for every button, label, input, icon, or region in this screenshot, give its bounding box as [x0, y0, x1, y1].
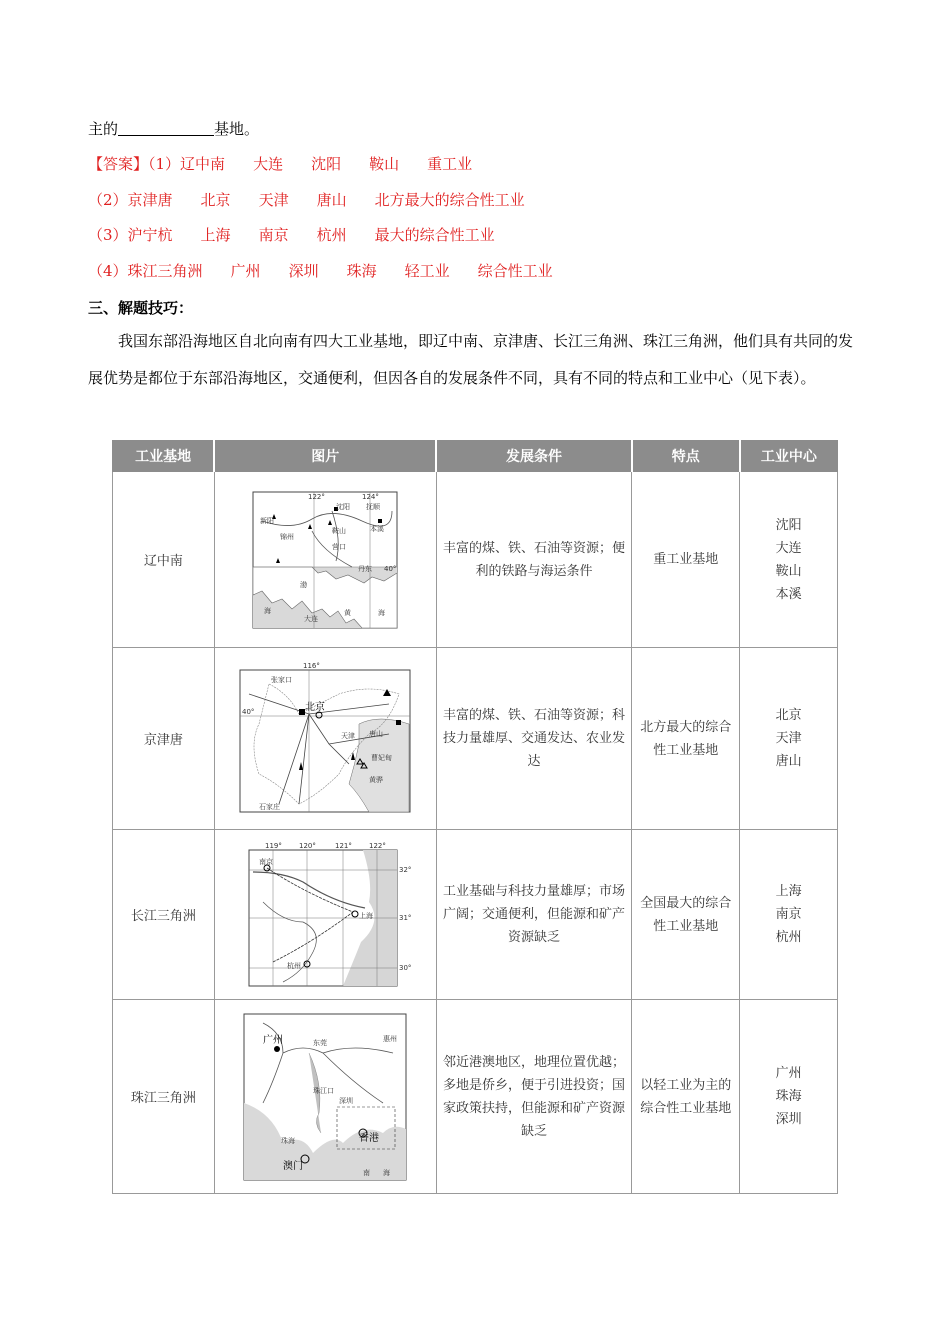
answer-line-3: （3）沪宁杭 上海 南京 杭州 最大的综合性工业: [88, 226, 495, 244]
svg-text:124°: 124°: [362, 492, 380, 501]
map-cell: [214, 1000, 436, 1194]
feature-text: 重工业基地: [632, 472, 740, 648]
svg-text:香港: 香港: [359, 1132, 380, 1144]
base-name: 京津唐: [113, 648, 215, 830]
conditions-text: 工业基础与科技力量雄厚；市场广阔；交通便利，但能源和矿产资源缺乏: [436, 830, 632, 1000]
svg-text:天津: 天津: [341, 731, 356, 740]
svg-text:32°: 32°: [399, 865, 412, 874]
svg-text:海: 海: [383, 1168, 391, 1177]
svg-text:锦州: 锦州: [280, 532, 295, 541]
svg-text:119°: 119°: [265, 841, 283, 850]
liaozhongnan-map: [252, 491, 398, 629]
header-feature: 特点: [632, 441, 740, 472]
svg-text:张家口: 张家口: [271, 675, 293, 684]
svg-text:渤: 渤: [300, 580, 308, 589]
svg-text:大连: 大连: [304, 614, 319, 623]
header-centers: 工业中心: [740, 441, 838, 472]
svg-text:丹东: 丹东: [358, 564, 373, 573]
svg-text:珠海: 珠海: [281, 1136, 296, 1145]
industrial-bases-table: [112, 440, 838, 1194]
conditions-text: 邻近港澳地区，地理位置优越；多地是侨乡，便于引进投资；国家政策扶持，但能源和矿产资源缺乏: [436, 1000, 632, 1194]
svg-text:北京: 北京: [305, 701, 326, 713]
header-picture: 图片: [214, 441, 436, 472]
pearl-river-delta-map: [243, 1013, 407, 1181]
svg-text:40°: 40°: [242, 707, 255, 716]
answer-label: 【答案】: [88, 155, 149, 173]
centers-list: 北京 天津 唐山: [740, 648, 838, 830]
svg-text:121°: 121°: [335, 841, 353, 850]
centers-list: 广州 珠海 深圳: [740, 1000, 838, 1194]
svg-text:40°: 40°: [384, 564, 397, 573]
svg-text:石家庄: 石家庄: [259, 802, 281, 811]
base-name: 珠江三角洲: [113, 1000, 215, 1194]
svg-text:曹妃甸: 曹妃甸: [371, 753, 393, 762]
explanation-paragraph: 我国东部沿海地区自北向南有四大工业基地，即辽中南、京津唐、长江三角洲、珠江三角洲，他们具有共同的发展优势是都位于东部沿海地区，交通便利，但因各自的发展条件不同，具有不同的特点和工业中心（见下表）。: [88, 332, 854, 387]
svg-text:31°: 31°: [399, 913, 412, 922]
svg-text:116°: 116°: [303, 661, 321, 670]
section-title: 三、解题技巧：: [88, 299, 194, 317]
conditions-text: 丰富的煤、铁、石油等资源；便利的铁路与海运条件: [436, 472, 632, 648]
intro-line: 主的 基地。: [88, 120, 260, 138]
answer-blank[interactable]: [118, 121, 214, 136]
yangtze-delta-map: [243, 841, 412, 988]
svg-text:澳门: 澳门: [283, 1160, 304, 1172]
svg-text:珠江口: 珠江口: [313, 1086, 335, 1095]
table-row: [113, 1000, 838, 1194]
svg-text:122°: 122°: [369, 841, 387, 850]
svg-text:惠州: 惠州: [383, 1034, 398, 1043]
svg-text:东莞: 东莞: [313, 1038, 328, 1047]
base-name: 辽中南: [113, 472, 215, 648]
header-base: 工业基地: [113, 441, 215, 472]
svg-text:南京: 南京: [259, 857, 274, 866]
svg-text:唐山: 唐山: [369, 729, 384, 738]
svg-text:本溪: 本溪: [370, 524, 385, 533]
map-cell: [214, 472, 436, 648]
svg-text:鞍山: 鞍山: [332, 526, 347, 535]
feature-text: 北方最大的综合性工业基地: [632, 648, 740, 830]
map-cell: [214, 830, 436, 1000]
feature-text: 全国最大的综合性工业基地: [632, 830, 740, 1000]
svg-text:南: 南: [363, 1168, 371, 1177]
svg-text:海: 海: [378, 608, 386, 617]
svg-text:抚顺: 抚顺: [366, 502, 381, 511]
svg-text:广州: 广州: [263, 1034, 284, 1046]
svg-text:海: 海: [264, 606, 272, 615]
table-row: [113, 648, 838, 830]
header-conditions: 发展条件: [436, 441, 632, 472]
jingjintang-map: [239, 661, 411, 814]
feature-text: 以轻工业为主的综合性工业基地: [632, 1000, 740, 1194]
conditions-text: 丰富的煤、铁、石油等资源；科技力量雄厚、交通发达、农业发达: [436, 648, 632, 830]
svg-text:30°: 30°: [399, 963, 412, 972]
svg-text:营口: 营口: [332, 542, 347, 551]
base-name: 长江三角洲: [113, 830, 215, 1000]
svg-text:新阳: 新阳: [260, 516, 275, 525]
table-row: [113, 830, 838, 1000]
svg-text:沈阳: 沈阳: [336, 502, 351, 511]
svg-text:黄骅: 黄骅: [369, 775, 384, 784]
svg-text:杭州: 杭州: [287, 961, 302, 970]
centers-list: 沈阳 大连 鞍山 本溪: [740, 472, 838, 648]
svg-text:120°: 120°: [299, 841, 317, 850]
svg-text:上海: 上海: [359, 911, 374, 920]
svg-text:深圳: 深圳: [339, 1096, 354, 1105]
table-header-row: [113, 441, 838, 472]
answer-line-2: （2）京津唐 北京 天津 唐山 北方最大的综合性工业: [88, 191, 525, 209]
map-cell: [214, 648, 436, 830]
answer-line-4: （4）珠江三角洲 广州 深圳 珠海 轻工业 综合性工业: [88, 262, 553, 280]
answer-line-1: 【答案】（1）辽中南 大连 沈阳 鞍山 重工业: [88, 155, 473, 173]
table-row: [113, 472, 838, 648]
svg-text:黄: 黄: [344, 608, 352, 617]
centers-list: 上海 南京 杭州: [740, 830, 838, 1000]
svg-text:122°: 122°: [308, 492, 326, 501]
